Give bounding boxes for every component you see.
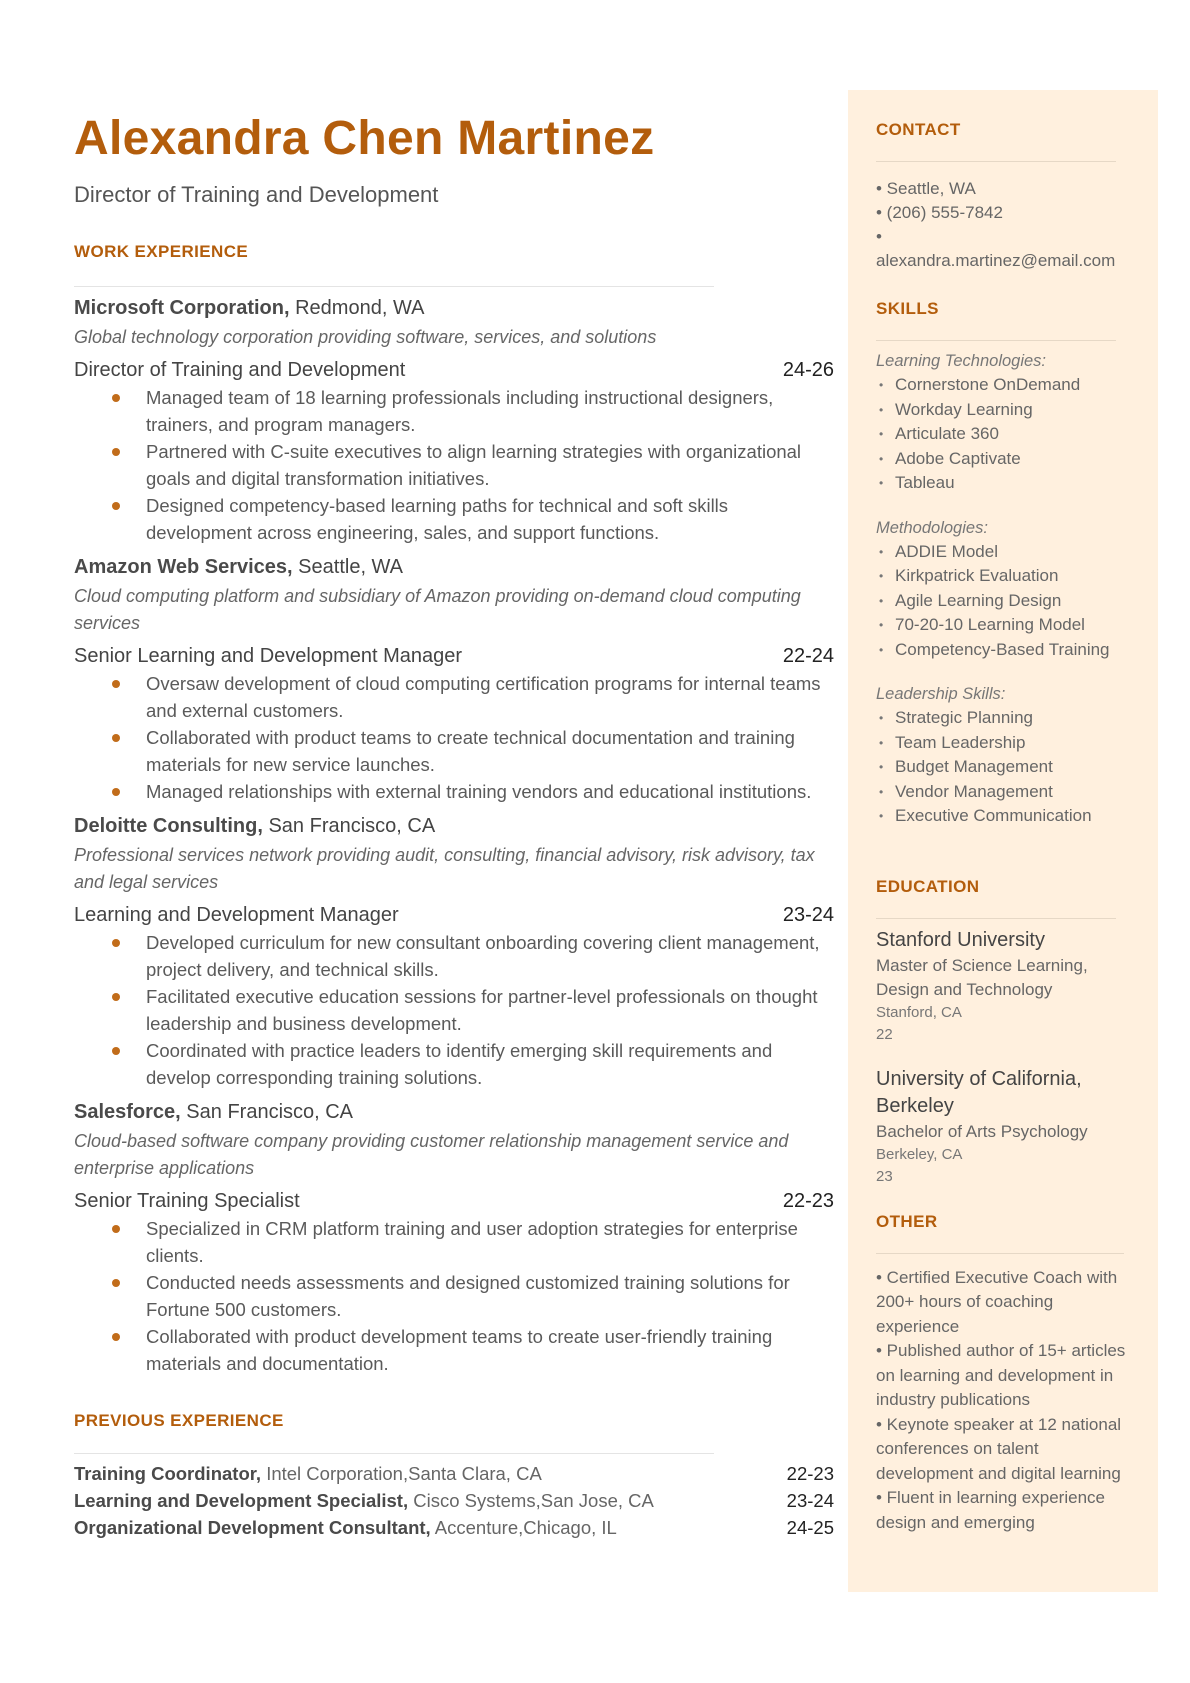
achievement-text: Collaborated with product development teams to create user-friendly training materials and documentation. bbox=[146, 1325, 773, 1374]
school-name: Stanford University bbox=[876, 928, 1045, 951]
role-title: Senior Learning and Development Manager bbox=[74, 644, 463, 667]
previous-role-dates: 23-24 bbox=[786, 1489, 834, 1511]
role-title: Senior Training Specialist bbox=[74, 1189, 300, 1212]
previous-role bbox=[74, 1460, 542, 1487]
skill-category: Learning Technologies: bbox=[876, 352, 1047, 370]
role-row bbox=[74, 645, 834, 668]
degree: Bachelor of Arts Psychology bbox=[876, 1121, 1088, 1141]
previous-role-title: Organizational Development Consultant, bbox=[74, 1516, 431, 1538]
degree: Master of Science Learning, Design and Technology bbox=[876, 955, 1088, 999]
company-description: Cloud computing platform and subsidiary of Amazon providing on-demand cloud computing services bbox=[74, 585, 801, 633]
contact-item: alexandra.martinez@email.com bbox=[876, 251, 1116, 270]
divider bbox=[876, 340, 1116, 341]
achievement-item bbox=[74, 983, 834, 1037]
achievement-text: Specialized in CRM platform training and user adoption strategies for enterprise clients. bbox=[146, 1217, 798, 1266]
previous-experience-list bbox=[74, 1460, 834, 1541]
skill-list bbox=[876, 540, 1131, 663]
previous-role-row bbox=[74, 1460, 834, 1487]
previous-role bbox=[74, 1487, 654, 1514]
divider bbox=[876, 918, 1116, 919]
company-location: San Francisco, CA bbox=[186, 1100, 354, 1123]
achievement-text: Managed team of 18 learning professionals including instructional designers, trainers, and program managers. bbox=[146, 386, 774, 435]
school-location: Berkeley, CA bbox=[876, 1145, 963, 1163]
bullet-dot-icon bbox=[112, 1333, 120, 1341]
bullet-dot-icon bbox=[112, 394, 120, 402]
other-list bbox=[876, 1266, 1131, 1536]
achievement-text: Developed curriculum for new consultant onboarding covering client management, project delivery, and technical skills. bbox=[146, 931, 820, 980]
previous-role-title: Training Coordinator, bbox=[74, 1462, 262, 1484]
previous-role-title: Learning and Development Specialist, bbox=[74, 1489, 409, 1511]
skill-item: • Tableau bbox=[876, 471, 1131, 496]
divider bbox=[74, 286, 714, 287]
company-description: Cloud-based software company providing customer relationship management service and enterprise applications bbox=[74, 1130, 789, 1178]
company-description: Global technology corporation providing software, services, and solutions bbox=[74, 326, 657, 347]
bullet-dot-icon bbox=[112, 502, 120, 510]
achievement-text: Conducted needs assessments and designed customized training solutions for Fortune 500 customers. bbox=[146, 1271, 790, 1320]
achievement-list bbox=[74, 670, 834, 805]
role-row bbox=[74, 904, 834, 927]
skill-item: • Strategic Planning bbox=[876, 706, 1131, 731]
achievement-text: Coordinated with practice leaders to identify emerging skill requirements and develop corresponding training solutions. bbox=[146, 1039, 773, 1088]
jobs-list bbox=[74, 297, 834, 1377]
achievement-list bbox=[74, 384, 834, 546]
candidate-name: Alexandra Chen Martinez bbox=[74, 112, 655, 165]
achievement-item bbox=[74, 1037, 834, 1091]
previous-role-dates: 24-25 bbox=[786, 1516, 834, 1538]
previous-role-dates: 22-23 bbox=[786, 1462, 834, 1484]
divider bbox=[876, 161, 1116, 162]
achievement-item bbox=[74, 778, 834, 805]
skill-item: • Competency-Based Training bbox=[876, 638, 1131, 663]
candidate-title: Director of Training and Development bbox=[74, 181, 439, 207]
previous-role-org: Intel Corporation,Santa Clara, CA bbox=[261, 1462, 542, 1484]
company-line bbox=[74, 815, 834, 838]
company-name: Microsoft Corporation, bbox=[74, 296, 290, 319]
skill-item: • Workday Learning bbox=[876, 398, 1131, 423]
achievement-list bbox=[74, 929, 834, 1091]
school-location: Stanford, CA bbox=[876, 1003, 962, 1021]
achievement-item bbox=[74, 1215, 834, 1269]
previous-role-org: Cisco Systems,San Jose, CA bbox=[408, 1489, 654, 1511]
previous-role-org: Accenture,Chicago, IL bbox=[430, 1516, 617, 1538]
contact-item: • bbox=[876, 227, 882, 246]
company-line bbox=[74, 556, 834, 579]
contact-item: • (206) 555-7842 bbox=[876, 203, 1003, 222]
skill-item: • Cornerstone OnDemand bbox=[876, 373, 1131, 398]
previous-role-row bbox=[74, 1514, 834, 1541]
company-line bbox=[74, 1101, 834, 1124]
achievement-item bbox=[74, 929, 834, 983]
bullet-dot-icon bbox=[112, 993, 120, 1001]
role-title: Director of Training and Development bbox=[74, 358, 406, 381]
achievement-item bbox=[74, 670, 834, 724]
previous-experience-heading: PREVIOUS EXPERIENCE bbox=[74, 1410, 284, 1430]
skill-item: • Adobe Captivate bbox=[876, 447, 1131, 472]
achievement-item bbox=[74, 492, 834, 546]
skill-item: • Team Leadership bbox=[876, 731, 1131, 756]
skill-list bbox=[876, 706, 1131, 829]
achievement-item bbox=[74, 724, 834, 778]
company-name: Salesforce, bbox=[74, 1100, 181, 1123]
education-heading: EDUCATION bbox=[876, 876, 980, 896]
school-name: University of California, Berkeley bbox=[876, 1067, 1082, 1117]
role-dates: 23-24 bbox=[782, 903, 834, 926]
main-column bbox=[74, 110, 834, 1541]
contact-heading: CONTACT bbox=[876, 120, 961, 139]
job-entry bbox=[74, 815, 834, 1091]
skill-category: Leadership Skills: bbox=[876, 685, 1006, 703]
other-item: • Fluent in learning experience design and emerging bbox=[876, 1488, 1105, 1532]
achievement-text: Partnered with C-suite executives to align learning strategies with organizational goals and digital transformation initiatives. bbox=[146, 440, 802, 489]
education-list bbox=[876, 927, 1131, 1188]
bullet-dot-icon bbox=[112, 1225, 120, 1233]
contact-item: • Seattle, WA bbox=[876, 179, 976, 198]
graduation-year: 23 bbox=[876, 1167, 893, 1185]
achievement-item bbox=[74, 384, 834, 438]
bullet-dot-icon bbox=[112, 680, 120, 688]
contact-list bbox=[876, 177, 1131, 273]
company-line bbox=[74, 297, 834, 320]
achievement-text: Designed competency-based learning paths for technical and soft skills development across engineering, sales, and support functions. bbox=[146, 494, 729, 543]
bullet-dot-icon bbox=[112, 1279, 120, 1287]
skills-list bbox=[876, 349, 1131, 829]
skill-category: Methodologies: bbox=[876, 518, 988, 537]
education-entry bbox=[876, 927, 1131, 1046]
education-entry bbox=[876, 1066, 1131, 1188]
sidebar bbox=[876, 90, 1131, 1535]
other-heading: OTHER bbox=[876, 1211, 938, 1231]
achievement-text: Facilitated executive education sessions for partner-level professionals on thought leadership and business development. bbox=[146, 985, 818, 1034]
job-entry bbox=[74, 1101, 834, 1377]
graduation-year: 22 bbox=[876, 1025, 893, 1043]
achievement-item bbox=[74, 438, 834, 492]
skill-item: • ADDIE Model bbox=[876, 540, 1131, 565]
bullet-dot-icon bbox=[112, 448, 120, 456]
skill-item: • Kirkpatrick Evaluation bbox=[876, 564, 1131, 589]
achievement-text: Managed relationships with external training vendors and educational institutions. bbox=[146, 780, 812, 802]
other-item: • Keynote speaker at 12 national conferences on talent development and digital learning bbox=[876, 1414, 1122, 1483]
skill-item: • Agile Learning Design bbox=[876, 589, 1131, 614]
achievement-text: Oversaw development of cloud computing certification programs for internal teams and external customers. bbox=[146, 672, 821, 721]
achievement-list bbox=[74, 1215, 834, 1377]
company-location: Redmond, WA bbox=[295, 296, 425, 319]
company-name: Deloitte Consulting, bbox=[74, 814, 263, 837]
role-row bbox=[74, 1190, 834, 1213]
company-description: Professional services network providing audit, consulting, financial advisory, risk advisory, tax and legal services bbox=[74, 844, 815, 892]
company-name: Amazon Web Services, bbox=[74, 555, 293, 578]
bullet-dot-icon bbox=[112, 939, 120, 947]
previous-role-row bbox=[74, 1487, 834, 1514]
skills-heading: SKILLS bbox=[876, 299, 939, 318]
achievement-item bbox=[74, 1323, 834, 1377]
previous-role bbox=[74, 1514, 617, 1541]
skill-item: • 70-20-10 Learning Model bbox=[876, 613, 1131, 638]
achievement-text: Collaborated with product teams to create technical documentation and training materials for new service launches. bbox=[146, 726, 795, 775]
work-experience-heading: WORK EXPERIENCE bbox=[74, 241, 249, 261]
role-title: Learning and Development Manager bbox=[74, 903, 399, 926]
skill-item: • Vendor Management bbox=[876, 780, 1131, 805]
skill-item: • Articulate 360 bbox=[876, 422, 1131, 447]
bullet-dot-icon bbox=[112, 734, 120, 742]
job-entry bbox=[74, 556, 834, 805]
role-dates: 22-24 bbox=[782, 644, 834, 667]
other-item: • Published author of 15+ articles on learning and development in industry publications bbox=[876, 1341, 1126, 1409]
role-dates: 22-23 bbox=[782, 1189, 834, 1212]
bullet-dot-icon bbox=[112, 788, 120, 796]
divider bbox=[74, 1453, 714, 1454]
skill-item: • Executive Communication bbox=[876, 804, 1131, 829]
bullet-dot-icon bbox=[112, 1047, 120, 1055]
achievement-item bbox=[74, 1269, 834, 1323]
other-item: • Certified Executive Coach with 200+ hours of coaching experience bbox=[876, 1267, 1118, 1336]
divider bbox=[876, 1253, 1124, 1254]
skill-list bbox=[876, 373, 1131, 496]
role-row bbox=[74, 359, 834, 382]
company-location: Seattle, WA bbox=[298, 555, 404, 578]
job-entry bbox=[74, 297, 834, 546]
company-location: San Francisco, CA bbox=[268, 814, 436, 837]
skill-item: • Budget Management bbox=[876, 755, 1131, 780]
role-dates: 24-26 bbox=[782, 358, 834, 381]
